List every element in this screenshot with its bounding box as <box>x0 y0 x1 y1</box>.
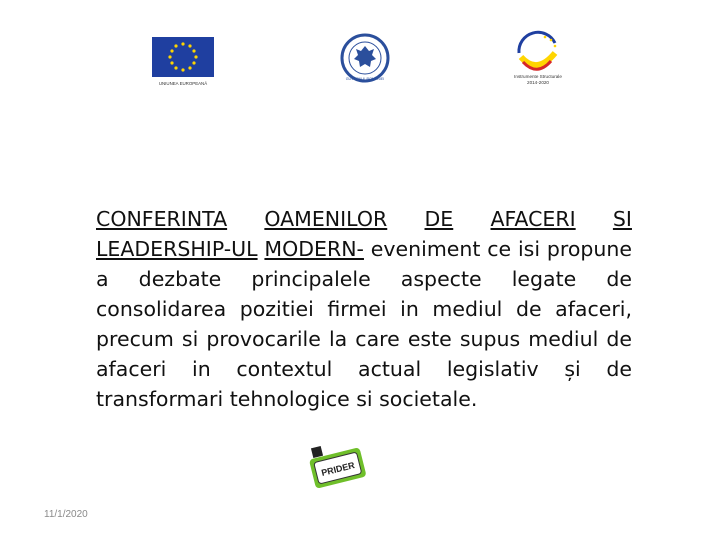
structural-instruments-caption: Instrumente Structurale <box>514 74 562 79</box>
title-word-de: DE <box>424 207 454 231</box>
structural-instruments-years: 2014-2020 <box>527 80 549 85</box>
prider-logo-text: PRIDER <box>320 460 356 478</box>
title-word-conferinta: CONFERINTA <box>96 207 228 231</box>
event-description <box>96 204 632 414</box>
title-word-si: SI <box>612 207 632 231</box>
romanian-government-logo <box>338 33 392 83</box>
eu-logo-caption: UNIUNEA EUROPEANĂ <box>158 81 208 86</box>
prider-logo <box>302 443 374 493</box>
title-word-oamenilor: OAMENILOR <box>264 207 388 231</box>
title-word-leadership: LEADERSHIP-UL <box>96 237 258 261</box>
title-word-afaceri: AFACERI <box>490 207 576 231</box>
title-word-modern: MODERN- <box>264 237 364 261</box>
eu-logo <box>152 37 214 87</box>
structural-instruments-logo <box>507 29 569 87</box>
description-text: eveniment ce isi propune a dezbate principalele aspecte legate de consolidarea pozitiei firmei in mediul de afaceri, precum si provocarile la care este supus mediul de afaceri in contextul actual legislativ și de transformari tehnologice si societale. <box>96 237 632 411</box>
gov-logo-text: GUVERNUL ROMÂNIEI <box>345 77 385 81</box>
slide-date: 11/1/2020 <box>44 509 88 520</box>
